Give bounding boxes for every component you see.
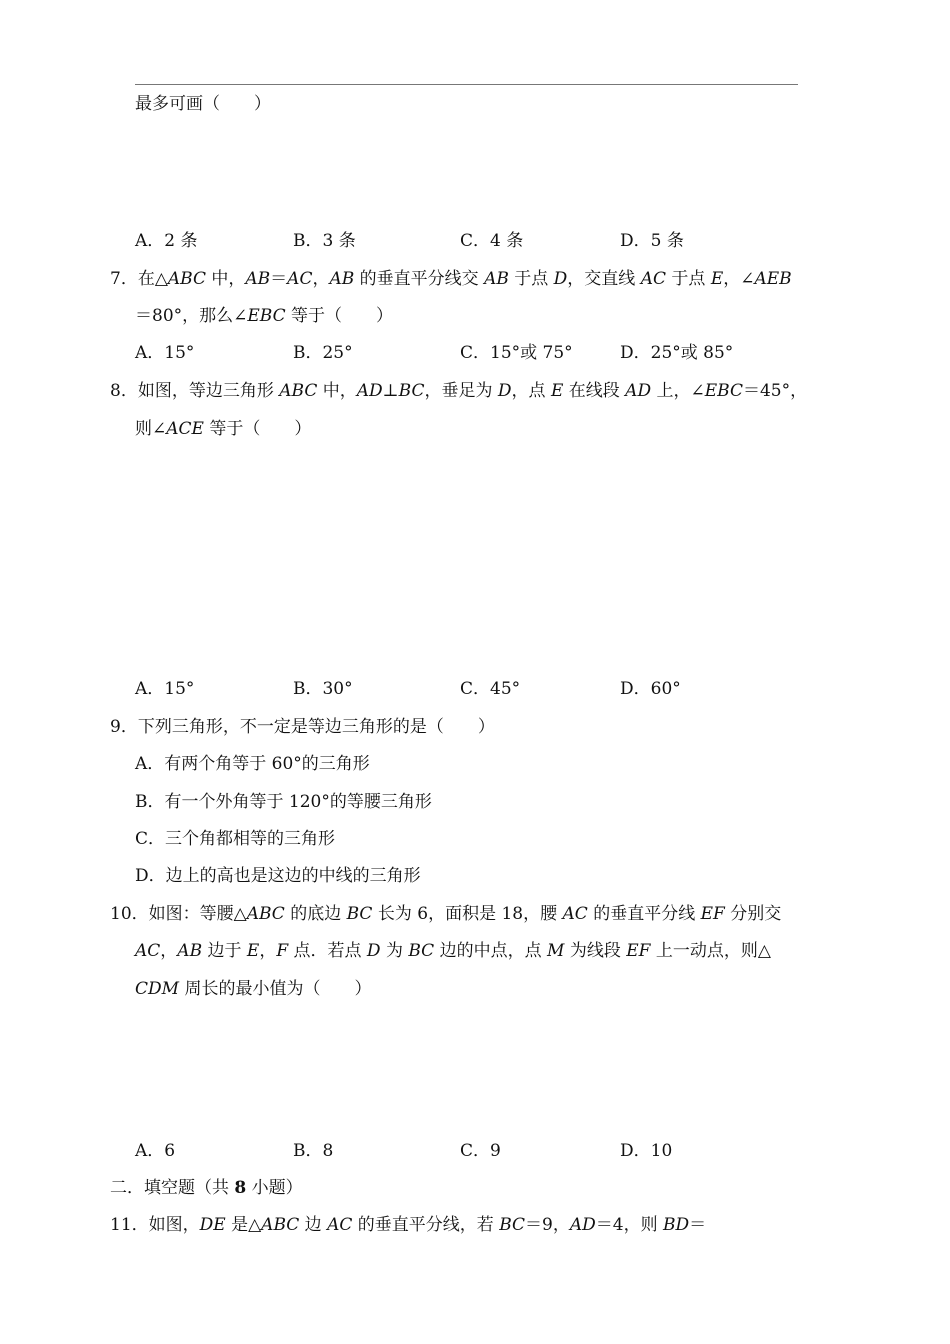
q10-option-c: C．9: [460, 1141, 501, 1161]
q9-option-a: A．有两个角等于 60°的三角形: [135, 754, 370, 774]
q7-option-d: D．25°或 85°: [620, 343, 734, 363]
q10-stem-line3: CDM 周长的最小值为（ ）: [135, 979, 372, 999]
q8-stem-line2: 则∠ACE 等于（ ）: [135, 419, 312, 439]
q8-stem-line1: 8．如图，等边三角形 ABC 中，AD⊥BC，垂足为 D，点 E 在线段 AD 上，∠EBC＝45°，: [110, 381, 808, 401]
q8-option-d: D．60°: [620, 679, 681, 699]
q7-option-b: B．25°: [293, 343, 353, 363]
q6-option-c: C．4 条: [460, 231, 524, 251]
header-rule: [135, 84, 798, 85]
q9-option-c: C．三个角都相等的三角形: [135, 829, 336, 849]
q9-option-d: D．边上的高也是这边的中线的三角形: [135, 866, 421, 886]
q11-stem: 11．如图，DE 是△ABC 边 AC 的垂直平分线，若 BC＝9，AD＝4，则 BD＝: [110, 1215, 707, 1235]
q6-option-d: D．5 条: [620, 231, 684, 251]
q7-option-a: A．15°: [135, 343, 195, 363]
q8-option-b: B．30°: [293, 679, 353, 699]
q9-option-b: B．有一个外角等于 120°的等腰三角形: [135, 792, 432, 812]
q9-stem: 9．下列三角形，不一定是等边三角形的是（ ）: [110, 717, 495, 737]
q6-option-b: B．3 条: [293, 231, 356, 251]
q10-stem-line2: AC，AB 边于 E，F 点．若点 D 为 BC 边的中点，点 M 为线段 EF 上一动点，则△: [135, 941, 771, 961]
q6-tail: 最多可画（ ）: [135, 94, 271, 114]
q10-stem-line1: 10．如图：等腰△ABC 的底边 BC 长为 6，面积是 18，腰 AC 的垂直平分线 EF 分别交: [110, 904, 782, 924]
q8-option-a: A．15°: [135, 679, 195, 699]
q10-option-a: A．6: [135, 1141, 176, 1161]
q7-stem-line1: 7．在△ABC 中，AB＝AC，AB 的垂直平分线交 AB 于点 D，交直线 AC 于点 E，∠AEB: [110, 269, 792, 289]
q10-option-b: B．8: [293, 1141, 334, 1161]
q8-option-c: C．45°: [460, 679, 521, 699]
q6-option-a: A．2 条: [135, 231, 198, 251]
section-fill-in-title: 二．填空题（共 8 小题）: [110, 1178, 303, 1198]
q10-option-d: D．10: [620, 1141, 673, 1161]
q7-stem-line2: ＝80°，那么∠EBC 等于（ ）: [135, 306, 394, 326]
q7-option-c: C．15°或 75°: [460, 343, 573, 363]
